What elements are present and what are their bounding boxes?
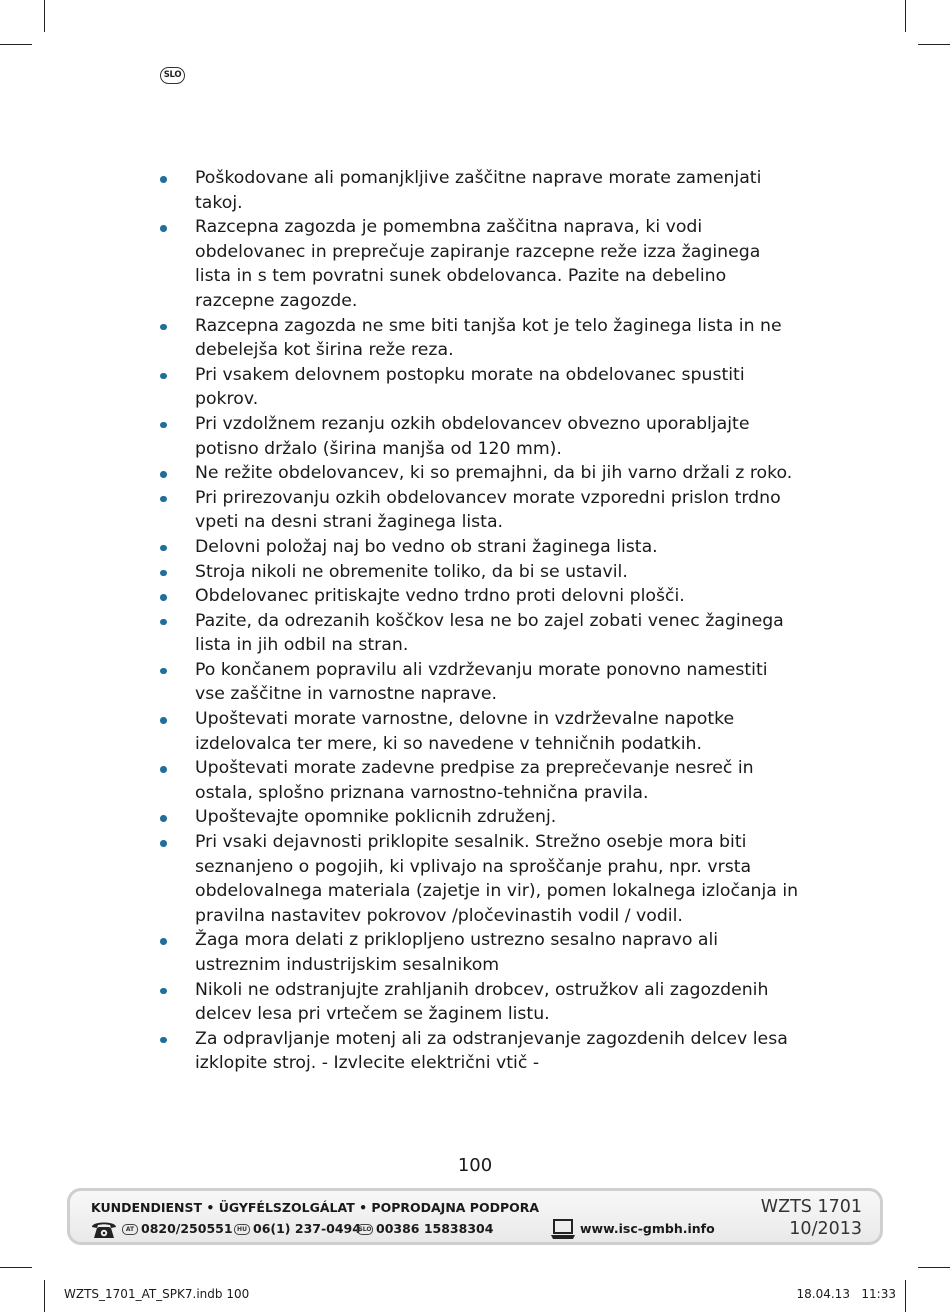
crop-mark bbox=[0, 1267, 32, 1268]
bullet-icon bbox=[160, 176, 167, 183]
list-item-line: Poškodovane ali pomanjkljive zaščitne naprave morate zamenjati bbox=[195, 168, 762, 188]
list-item-line: Pri vsaki dejavnosti priklopite sesalnik. Strežno osebje mora biti bbox=[195, 832, 747, 853]
contact-slo bbox=[357, 1221, 493, 1236]
list-item-line: obdelovalnega materiala (zajetje in vir), pomen lokalnega izločanja in bbox=[195, 881, 799, 902]
bullet-icon bbox=[160, 717, 167, 724]
phone-number: 0820/250551 bbox=[141, 1221, 233, 1236]
service-title: KUNDENDIENST • ÜGYFÉLSZOLGÁLAT • POPRODAJNA PODPORA bbox=[91, 1200, 540, 1215]
bullet-icon bbox=[160, 840, 167, 847]
list-item-line: Ne režite obdelovancev, ki so premajhni, da bi jih varno držali z roko. bbox=[195, 463, 793, 484]
crop-mark bbox=[918, 1267, 950, 1268]
bullet-icon bbox=[160, 815, 167, 822]
bullet-icon bbox=[160, 668, 167, 675]
telephone-icon bbox=[89, 1218, 119, 1240]
list-item-line: vse zaščitne in varnostne naprave. bbox=[195, 684, 497, 705]
list-item-line: takoj. bbox=[195, 192, 243, 213]
list-item-line: Pri prirezovanju ozkih obdelovancev morate vzporedni prislon trdno bbox=[195, 487, 781, 508]
list-item-line: Za odpravljanje motenj ali za odstranjevanje zagozdenih delcev lesa bbox=[195, 1028, 788, 1049]
print-slug-timestamp bbox=[797, 1287, 896, 1301]
list-item-line: Upoštevati morate zadevne predpise za preprečevanje nesreč in bbox=[195, 758, 754, 779]
list-item-line: Po končanem popravilu ali vzdrževanju morate ponovno namestiti bbox=[195, 659, 768, 680]
edition-date: 10/2013 bbox=[789, 1219, 862, 1239]
list-item-line: Upoštevati morate varnostne, delovne in vzdrževalne napotke bbox=[195, 709, 735, 730]
bullet-icon bbox=[160, 545, 167, 552]
model-info bbox=[761, 1196, 862, 1240]
crop-mark bbox=[44, 0, 45, 32]
bullet-icon bbox=[160, 422, 167, 429]
list-item-line: pravilna nastavitev pokrovov /pločevinastih vodil / vodil. bbox=[195, 905, 683, 926]
list-item-line: razcepne zagozde. bbox=[195, 290, 358, 311]
list-item-line: Žaga mora delati z priklopljeno ustrezno sesalno napravo ali bbox=[195, 930, 719, 951]
list-item-line: Razcepna zagozda je pomembna zaščitna naprava, ki vodi bbox=[195, 217, 703, 238]
bullet-icon bbox=[160, 496, 167, 503]
bullet-icon bbox=[160, 373, 167, 380]
contact-hu bbox=[234, 1221, 361, 1236]
list-item-line: Delovni položaj naj bo vedno ob strani žaginega lista. bbox=[195, 536, 658, 557]
list-item-line: Pazite, da odrezanih koščkov lesa ne bo zajel zobati venec žaginega bbox=[195, 610, 784, 631]
list-item-line: pokrov. bbox=[195, 389, 259, 410]
list-item-line: ustreznim industrijskim sesalnikom bbox=[195, 955, 500, 975]
list-item-line: ostala, splošno priznana varnostno-tehnična pravila. bbox=[195, 782, 649, 803]
list-item-line: Pri vsakem delovnem postopku morate na obdelovanec spustiti bbox=[195, 364, 745, 385]
bullet-icon bbox=[160, 570, 167, 577]
print-time: 11:33 bbox=[861, 1287, 896, 1301]
list-item-line: lista in s tem povratni sunek obdelovanca. Pazite na debelino bbox=[195, 266, 727, 287]
list-item bbox=[160, 658, 800, 707]
laptop-icon bbox=[550, 1218, 576, 1240]
safety-instructions-list bbox=[160, 166, 800, 1076]
bullet-icon bbox=[160, 766, 167, 773]
list-item bbox=[160, 461, 800, 486]
list-item bbox=[160, 412, 800, 461]
list-item-line: vpeti na desni strani žaginega lista. bbox=[195, 512, 504, 533]
list-item-line: izklopite stroj. - Izvlecite električni vtič - bbox=[195, 1053, 540, 1074]
print-slug-file: WZTS_1701_AT_SPK7.indb 100 bbox=[64, 1287, 250, 1301]
contact-row bbox=[89, 1218, 715, 1240]
list-item-line: obdelovanec in preprečuje zapiranje razcepne reže izza žaginega bbox=[195, 241, 761, 262]
bullet-icon bbox=[160, 225, 167, 232]
list-item-line: izdelovalca ter mere, ki so navedene v tehničnih podatkih. bbox=[195, 733, 702, 754]
list-item-line: Nikoli ne odstranjujte zrahljanih drobcev, ostružkov ali zagozdenih bbox=[195, 979, 769, 1000]
list-item bbox=[160, 363, 800, 412]
crop-mark bbox=[0, 44, 32, 45]
list-item-line: Stroja nikoli ne obremenite toliko, da bi se ustavil. bbox=[195, 561, 628, 582]
list-item bbox=[160, 1027, 800, 1076]
list-item bbox=[160, 707, 800, 756]
bullet-icon bbox=[160, 619, 167, 626]
bullet-icon bbox=[160, 471, 167, 478]
list-item bbox=[160, 535, 800, 560]
customer-service-footer bbox=[67, 1188, 883, 1245]
list-item bbox=[160, 756, 800, 805]
bullet-icon bbox=[160, 1037, 167, 1044]
crop-mark bbox=[44, 1280, 45, 1312]
list-item bbox=[160, 486, 800, 535]
website-link[interactable]: www.isc-gmbh.info bbox=[580, 1221, 715, 1236]
list-item bbox=[160, 609, 800, 658]
contact-at bbox=[122, 1221, 233, 1236]
bullet-icon bbox=[160, 594, 167, 601]
list-item bbox=[160, 560, 800, 585]
print-date: 18.04.13 bbox=[796, 1287, 850, 1301]
list-item-line: debelejša kot širina reže reza. bbox=[195, 340, 454, 361]
list-item-line: Pri vzdolžnem rezanju ozkih obdelovancev obvezno uporabljajte bbox=[195, 413, 750, 434]
list-item bbox=[160, 314, 800, 363]
crop-mark bbox=[905, 1280, 906, 1312]
list-item bbox=[160, 928, 800, 977]
bullet-icon bbox=[160, 988, 167, 995]
country-code-badge: HU bbox=[234, 1224, 250, 1235]
language-badge: SLO bbox=[160, 67, 185, 84]
list-item-line: Obdelovanec pritiskajte vedno trdno proti delovni plošči. bbox=[195, 586, 685, 607]
list-item-line: Razcepna zagozda ne sme biti tanjša kot je telo žaginega lista in ne bbox=[195, 315, 782, 336]
bullet-icon bbox=[160, 324, 167, 331]
country-code-badge: SLO bbox=[358, 1226, 372, 1233]
crop-mark bbox=[905, 0, 906, 32]
list-item bbox=[160, 584, 800, 609]
list-item-line: Upoštevajte opomnike poklicnih združenj. bbox=[195, 807, 557, 828]
list-item bbox=[160, 830, 800, 928]
list-item bbox=[160, 166, 800, 215]
list-item bbox=[160, 978, 800, 1027]
list-item bbox=[160, 805, 800, 830]
phone-number: 06(1) 237-0494 bbox=[253, 1221, 361, 1236]
list-item bbox=[160, 215, 800, 313]
country-code-badge: AT bbox=[122, 1224, 138, 1235]
list-item-line: potisno držalo (širina manjša od 120 mm). bbox=[195, 438, 562, 459]
page-number: 100 bbox=[457, 1155, 493, 1176]
crop-mark bbox=[918, 44, 950, 45]
phone-number: 00386 15838304 bbox=[376, 1221, 494, 1236]
bullet-icon bbox=[160, 938, 167, 945]
list-item-line: delcev lesa pri vrtečem se žaginem listu. bbox=[195, 1004, 550, 1025]
list-item-line: lista in jih odbil na stran. bbox=[195, 635, 409, 656]
model-name: WZTS 1701 bbox=[760, 1197, 862, 1217]
list-item-line: seznanjeno o pogojih, ki vplivajo na sproščanje prahu, npr. vrsta bbox=[195, 856, 752, 877]
